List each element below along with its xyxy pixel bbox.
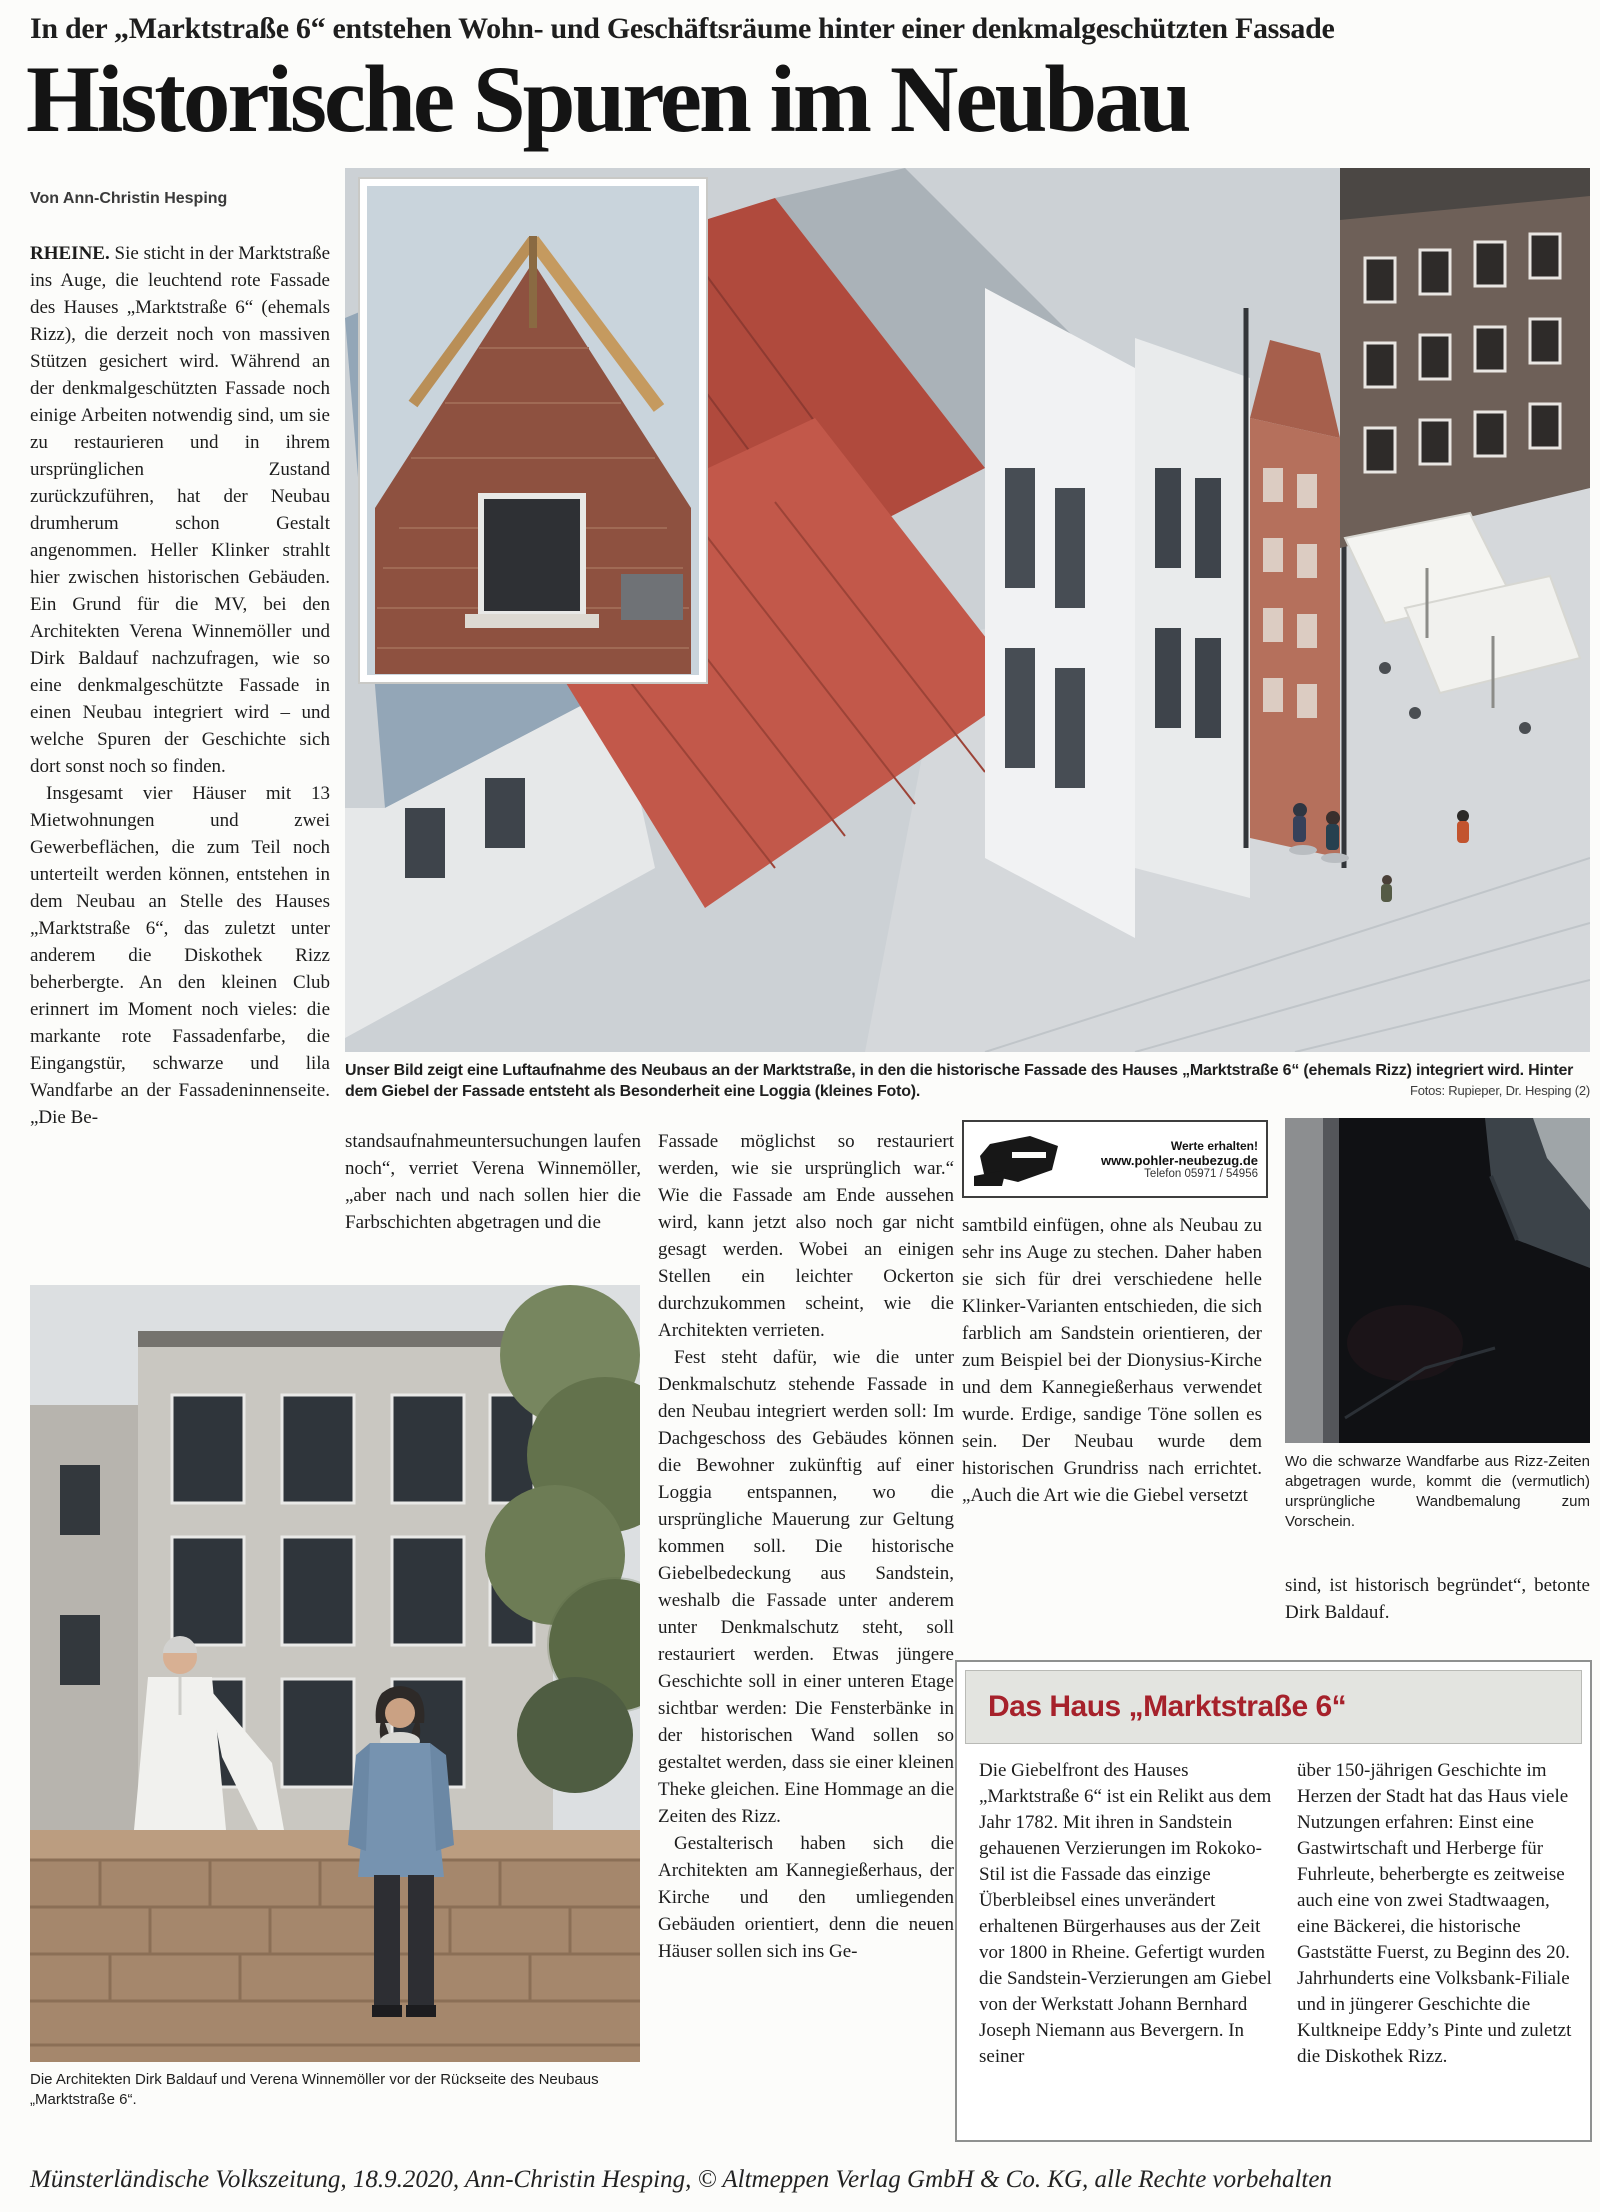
ad-line-3: Telefon 05971 / 54956: [1144, 1167, 1258, 1180]
article-column-1: [30, 240, 330, 1275]
info-box-title: Das Haus „Marktstraße 6“: [988, 1690, 1347, 1723]
info-box: [955, 1660, 1592, 2142]
kicker-line: In der „Marktstraße 6“ entstehen Wohn- und Geschäftsräume hinter einer denkmalgeschützten Fassade: [30, 12, 1335, 45]
main-photo-illustration: [345, 168, 1590, 1052]
paragraph: standsaufnahmeuntersuchungen laufen noch“, verriet Verena Winnemöller, „aber nach und nach sollen hier die Farbschichten abgetragen und die: [345, 1131, 641, 1233]
second-white-building: [1135, 338, 1250, 898]
article-column-3: [658, 1128, 954, 2212]
paragraph: samtbild einfügen, ohne als Neubau zu sehr ins Auge zu stechen. Daher haben sie sich für drei verschiedene helle Klinker-Varianten entschieden, die sich farblich am Sandstein orientieren, der zum Beispiel bei der Dionysius-Kirche und dem Kannegießerhaus verwendet wurde. Erdige, sandige Töne sollen es sein. Der Neubau wurde dem historischen Grundriss nach errichtet. „Auch die Art wie die Giebel versetzt: [962, 1215, 1262, 1506]
location-lead: RHEINE.: [30, 243, 110, 264]
side-photo: [1285, 1118, 1590, 1443]
side-photo-illustration: [1285, 1118, 1590, 1443]
caption-text: Unser Bild zeigt eine Luftaufnahme des Neubaus an der Marktstraße, in den die historische Fassade des Hauses „Marktstraße 6“ (ehemals Rizz) integriert wird. Hinter dem Giebel der Fassade entsteht als Besonderheit eine Loggia (kleines Foto).: [345, 1062, 1574, 1100]
ad-logo: [972, 1130, 1076, 1188]
inset-photo: [359, 178, 707, 683]
paragraph: Gestalterisch haben sich die Architekten am Kannegießerhaus, der Kirche und den umliegenden Gebäuden orientiert, denn die neuen Häuser sollen sich ins Ge-: [658, 1833, 954, 1962]
byline: Von Ann-Christin Hesping: [30, 190, 228, 207]
copyright-footer: Münsterländische Volkszeitung, 18.9.2020, Ann-Christin Hesping, © Altmeppen Verlag GmbH & Co. KG, alle Rechte vorbehalten: [30, 2166, 1332, 2193]
ad-line-2: www.pohler-neubezug.de: [1101, 1152, 1258, 1168]
main-photo: [345, 168, 1590, 1052]
bottom-photo-caption: Die Architekten Dirk Baldauf und Verena Winnemöller vor der Rückseite des Neubaus „Marktstraße 6“.: [30, 2071, 599, 2108]
paragraph: sind, ist historisch begründet“, betonte Dirk Baldauf.: [1285, 1575, 1590, 1623]
bottom-photo: [30, 1285, 640, 2062]
paragraph: [30, 240, 330, 780]
dark-red-tint: [1347, 1305, 1463, 1381]
info-box-title-band: [965, 1670, 1582, 1744]
paragraph: Fest steht dafür, wie die unter Denkmalschutz stehende Fassade in den Neubau integriert werden soll: Im Dachgeschoss des Gebäudes können die Bewohner zukünftig auf einer Loggia entspannen, wo die ursprüngliche Mauerung zur Geltung kommen soll. Die historische Giebelbedeckung aus Sandstein, weshalb die Fassade unter anderem unter Denkmalschutz steht, soll restauriert werden. Etwas jüngere Geschichte soll in einer unteren Etage sichtbar werden: Die Fensterbänke in der historischen Wand sollen so gestaltet werden, dass sie einer kleinen Theke gleichen. Eine Hommage an die Zeiten des Rizz.: [658, 1347, 954, 1827]
photo-credit: Fotos: Rupieper, Dr. Hesping (2): [1409, 1083, 1590, 1098]
stone-wall: [30, 1830, 640, 2062]
headline: Historische Spuren im Neubau: [26, 46, 1189, 152]
main-photo-caption: [345, 1060, 1590, 1102]
paragraph: Insgesamt vier Häuser mit 13 Mietwohnungen und zwei Gewerbeflächen, die zum Teil noch unterteilt werden können, entstehen in dem Neubau an Stelle des Hauses „Marktstraße 6“, das zuletzt unter anderem die Diskothek Rizz beherbergte. An den kleinen Club erinnert im Moment noch vieles: die markante rote Fassadenfarbe, die Eingangstür, schwarze und lila Wandfarbe an der Fassadeninnenseite. „Die Be-: [30, 783, 330, 1128]
article-column-4: [962, 1212, 1262, 1509]
paragraph: Fassade möglichst so restauriert werden, wie sie ursprünglich war.“ Wie die Fassade am Ende aussehen wird, kann jetzt also noch gar nicht gesagt werden. Wobei an einigen Stellen ein leichter Ockerton durchzukommen scheint, wie die Architekten verrieten.: [658, 1131, 954, 1341]
info-box-column-1: Die Giebelfront des Hauses „Marktstraße 6“ ist ein Relikt aus dem Jahr 1782. Mit ihren in Sandstein gehauenen Verzierungen im Rokoko-Stil ist die Fassade das einzige Überbleibsel eines unverändert erhaltenen Bürgerhauses aus der Zeit vor 1800 in Rheine. Gefertigt wurden die Sandstein-Verzierungen am Giebel von der Werkstatt Johann Bernhard Joseph Niemann aus Bevergern. In seiner: [979, 1760, 1272, 2067]
window: [481, 496, 583, 614]
scaffold-board: [621, 574, 683, 620]
ad-box: [962, 1120, 1268, 1198]
side-photo-caption: Wo die schwarze Wandfarbe aus Rizz-Zeiten abgetragen wurde, kommt die (vermutlich) ursprüngliche Wandbemalung zum Vorschein.: [1285, 1453, 1590, 1530]
ad-line-1: Werte erhalten!: [1170, 1138, 1258, 1153]
ad-text: [1076, 1139, 1266, 1180]
center-white-building: [985, 288, 1135, 938]
info-box-column-2: über 150-jährigen Geschichte im Herzen der Stadt hat das Haus viele Nutzungen erfahren: Einst eine Gastwirtschaft und Herberge für Fuhrleute, beherbergte es zeitweise auch eine von zwei Stadtwaagen, eine Bäckerei, die historische Gaststätte Fuerst, zu Beginn des 20. Jahrhunderts eine Volksbank-Filiale und in jüngerer Geschichte die Kultkneipe Eddy’s Pinte und zuletzt die Diskothek Rizz.: [1297, 1760, 1572, 2067]
article-column-2: [345, 1128, 641, 1236]
wall-edge: [1285, 1118, 1323, 1443]
paragraph-text: Sie sticht in der Marktstraße ins Auge, die leuchtend rote Fassade des Hauses „Marktstraße 6“ (ehemals Rizz), die derzeit noch von massiven Stützen gesichert wird. Während an der denkmalgeschützten Fassade noch einige Arbeiten notwendig sind, um sie zu restaurieren und in ihrem ursprünglichen Zustand zurückzuführen, hat der Neubau drumherum schon Gestalt angenommen. Heller Klinker strahlt hier zwischen historischen Gebäuden. Ein Grund für die MV, bei den Architekten Verena Winnemöller und Dirk Baldauf nachzufragen, wie so eine denkmalgeschützte Fassade in einen Neubau integriert wird – und welche Spuren der Geschichte sich dort sonst noch so finden.: [30, 243, 330, 777]
dark-brick-building: [1340, 168, 1590, 548]
window-sill: [465, 614, 599, 628]
bottom-photo-illustration: [30, 1285, 640, 2062]
article-column-5: [1285, 1572, 1590, 1626]
